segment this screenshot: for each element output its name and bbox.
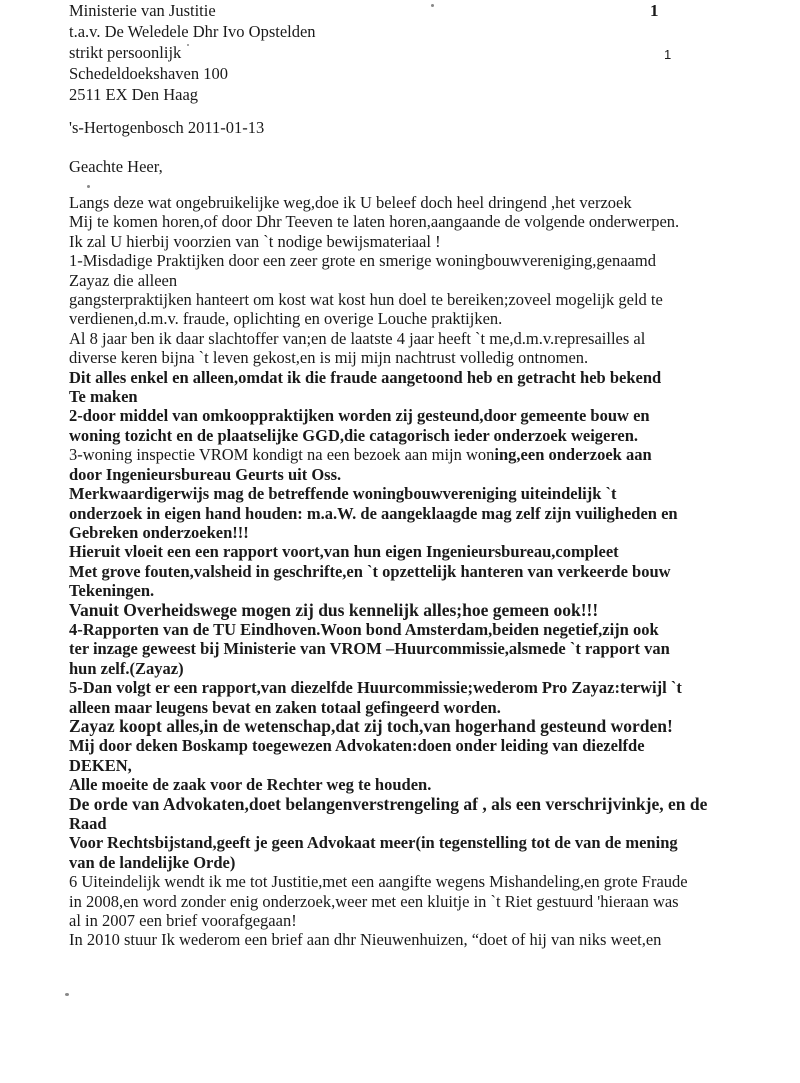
body-line: verdienen,d.m.v. fraude, oplichting en overige Louche praktijken. bbox=[69, 309, 503, 329]
body-line bbox=[69, 445, 789, 464]
body-line: Zayaz die alleen bbox=[69, 270, 178, 290]
body-line: Merkwaardigerwijs mag de betreffende woningbouwvereniging uiteindelijk `t bbox=[69, 484, 617, 504]
body-line: onderzoek in eigen hand houden: m.a.W. de aangeklaagde mag zelf zijn vuiligheden en bbox=[69, 503, 678, 523]
body-line: Mij te komen horen,of door Dhr Teeven te laten horen,aangaande de volgende onderwerpen. bbox=[69, 212, 680, 232]
address-line: Ministerie van Justitie bbox=[69, 1, 216, 20]
body-line: 6 Uiteindelijk wendt ik me tot Justitie,met een aangifte wegens Mishandeling,en grote Fraude bbox=[69, 872, 688, 892]
body-line: Gebreken onderzoeken!!! bbox=[69, 522, 249, 542]
body-line: al in 2007 een brief voorafgegaan! bbox=[69, 911, 297, 931]
letter-body bbox=[69, 193, 789, 950]
body-line-plain: 3-woning inspectie VROM kondigt na een bezoek aan mijn won bbox=[69, 445, 495, 465]
body-line: woning tozicht en de plaatselijke GGD,die catagorisch ieder onderzoek weigeren. bbox=[69, 425, 639, 445]
scan-speck bbox=[431, 4, 434, 7]
body-line: Ik zal U hierbij voorzien van `t nodige bewijsmateriaal ! bbox=[69, 231, 441, 251]
body-line: DEKEN, bbox=[69, 755, 132, 775]
body-line: Met grove fouten,valsheid in geschrifte,en `t opzettelijk hanteren van verkeerde bouw bbox=[69, 561, 671, 581]
body-line: Tekeningen. bbox=[69, 581, 155, 601]
body-line: Mij door deken Boskamp toegewezen Advokaten:doen onder leiding van diezelfde bbox=[69, 736, 645, 756]
body-line: ter inzage geweest bij Ministerie van VROM –Huurcommissie,alsmede `t rapport van bbox=[69, 639, 670, 659]
body-line: diverse keren bijna `t leven gekost,en is mij mijn nachtrust volledig ontnomen. bbox=[69, 348, 589, 368]
body-line: Voor Rechtsbijstand,geeft je geen Advokaat meer(in tegenstelling tot de van de mening bbox=[69, 833, 678, 853]
body-line: in 2008,en word zonder enig onderzoek,weer met een kluitje in `t Riet gestuurd 'hieraan was bbox=[69, 891, 679, 911]
body-line: Langs deze wat ongebruikelijke weg,doe ik U beleef doch heel dringend ,het verzoek bbox=[69, 193, 632, 212]
body-line: Alle moeite de zaak voor de Rechter weg te houden. bbox=[69, 775, 432, 795]
body-line: Vanuit Overheidswege mogen zij dus kennelijk alles;hoe gemeen ook!!! bbox=[69, 599, 599, 620]
scan-speck bbox=[65, 993, 69, 996]
body-line: 5-Dan volgt er een rapport,van diezelfde Huurcommissie;wederom Pro Zayaz:terwijl `t bbox=[69, 678, 682, 698]
body-line: 2-door middel van omkooppraktijken worden zij gesteund,door gemeente bouw en bbox=[69, 406, 650, 426]
address-line: strikt persoonlijk bbox=[69, 43, 182, 62]
scan-speck bbox=[187, 44, 189, 46]
body-line: Dit alles enkel en alleen,omdat ik die fraude aangetoond heb en getracht heb bekend bbox=[69, 367, 662, 387]
body-line: hun zelf.(Zayaz) bbox=[69, 658, 184, 678]
body-line: Zayaz koopt alles,in de wetenschap,dat zij toch,van hogerhand gesteund worden! bbox=[69, 715, 673, 736]
date-line: 's-Hertogenbosch 2011-01-13 bbox=[69, 118, 265, 137]
body-line-bold: ing,een onderzoek aan bbox=[494, 445, 652, 465]
body-line: De orde van Advokaten,doet belangenverstrengeling af , als een verschrijvinkje, en de bbox=[69, 793, 708, 814]
address-line: 2511 EX Den Haag bbox=[69, 85, 199, 104]
salutation: Geachte Heer, bbox=[69, 157, 163, 176]
body-line: door Ingenieursbureau Geurts uit Oss. bbox=[69, 464, 342, 484]
page-number-small: 1 bbox=[664, 47, 672, 62]
body-line: In 2010 stuur Ik wederom een brief aan dhr Nieuwenhuizen, “doet of hij van niks weet,en bbox=[69, 930, 662, 950]
body-line: 4-Rapporten van de TU Eindhoven.Woon bond Amsterdam,beiden negetief,zijn ook bbox=[69, 619, 659, 639]
address-line: t.a.v. De Weledele Dhr Ivo Opstelden bbox=[69, 22, 316, 41]
body-line: van de landelijke Orde) bbox=[69, 852, 236, 872]
body-line: gangsterpraktijken hanteert om kost wat kost hun doel te bereiken;zoveel mogelijk geld te bbox=[69, 290, 663, 310]
recipient-address bbox=[69, 0, 316, 105]
body-line: 1-Misdadige Praktijken door een zeer grote en smerige woningbouwvereniging,genaamd bbox=[69, 251, 656, 271]
body-line: Al 8 jaar ben ik daar slachtoffer van;en de laatste 4 jaar heeft `t me,d.m.v.represailles al bbox=[69, 328, 646, 348]
body-line: alleen maar leugens bevat en zaken totaal gefingeerd worden. bbox=[69, 697, 501, 717]
body-line: Te maken bbox=[69, 387, 138, 407]
address-line: Schedeldoekshaven 100 bbox=[69, 64, 228, 83]
body-line: Raad bbox=[69, 814, 107, 833]
page-number: 1 bbox=[650, 1, 659, 20]
scan-speck bbox=[87, 185, 90, 188]
body-line: Hieruit vloeit een een rapport voort,van hun eigen Ingenieursbureau,compleet bbox=[69, 542, 619, 562]
